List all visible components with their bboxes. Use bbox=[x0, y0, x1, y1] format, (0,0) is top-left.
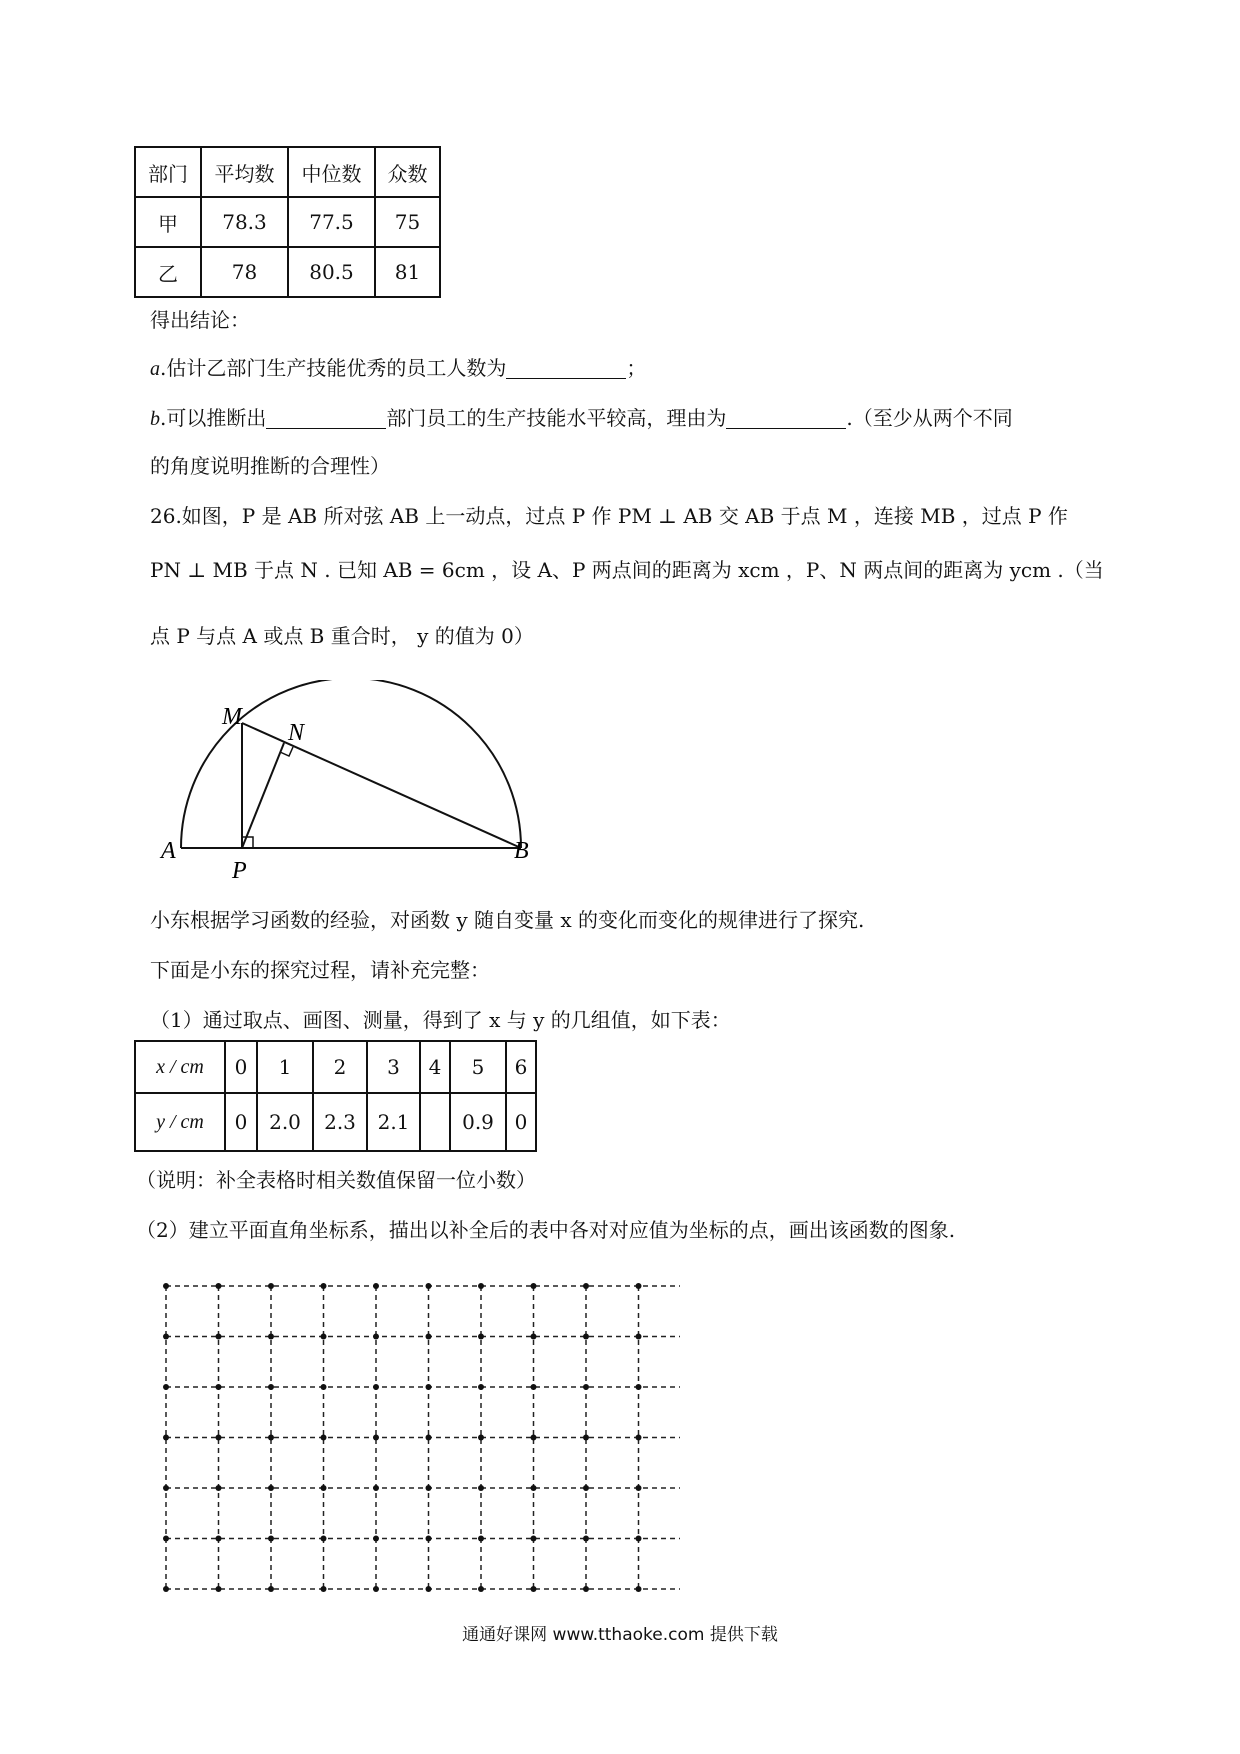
conclusion-a-text: .估计乙部门生产技能优秀的员工人数为 bbox=[160, 356, 507, 380]
label-p: P bbox=[232, 858, 247, 884]
segment-pn bbox=[242, 743, 284, 848]
x-value: 3 bbox=[367, 1041, 420, 1093]
table-cell: 75 bbox=[375, 197, 440, 247]
grid-dot bbox=[163, 1384, 169, 1390]
grid-dot bbox=[321, 1536, 327, 1542]
conclusion-label: 得出结论： bbox=[150, 308, 250, 332]
grid-dot bbox=[478, 1435, 484, 1441]
label-a: A bbox=[161, 838, 176, 864]
y-value-blank[interactable] bbox=[420, 1093, 450, 1151]
grid-dot bbox=[163, 1283, 169, 1289]
table-cell: 78.3 bbox=[201, 197, 288, 247]
grid-dot bbox=[636, 1283, 642, 1289]
y-value: 2.1 bbox=[367, 1093, 420, 1151]
table-cell: 乙 bbox=[135, 247, 201, 297]
grid-dot bbox=[321, 1586, 327, 1592]
grid-dot bbox=[321, 1384, 327, 1390]
grid-dot bbox=[216, 1485, 222, 1491]
note: （说明：补全表格时相关数值保留一位小数） bbox=[136, 1168, 536, 1192]
grid-dot bbox=[373, 1334, 379, 1340]
grid-dot bbox=[268, 1283, 274, 1289]
y-value: 2.3 bbox=[313, 1093, 367, 1151]
grid-dot bbox=[583, 1384, 589, 1390]
stats-table bbox=[134, 146, 441, 298]
y-value: 0 bbox=[506, 1093, 536, 1151]
grid-dot bbox=[373, 1536, 379, 1542]
conclusion-b-text1: .可以推断出 bbox=[160, 406, 267, 430]
conclusion-a bbox=[150, 354, 646, 383]
grid-dot bbox=[478, 1536, 484, 1542]
table-row bbox=[135, 147, 440, 197]
grid-dot bbox=[531, 1536, 537, 1542]
grid-dot bbox=[478, 1283, 484, 1289]
grid-dot bbox=[583, 1586, 589, 1592]
explore-line1: 小东根据学习函数的经验，对函数 y 随自变量 x 的变化而变化的规律进行了探究. bbox=[150, 908, 865, 932]
grid-dot bbox=[373, 1485, 379, 1491]
grid-dot bbox=[583, 1435, 589, 1441]
dotted-grid[interactable] bbox=[150, 1270, 680, 1600]
x-value: 4 bbox=[420, 1041, 450, 1093]
explore-step1: （1）通过取点、画图、测量，得到了 x 与 y 的几组值，如下表： bbox=[150, 1008, 731, 1032]
grid-dot bbox=[583, 1283, 589, 1289]
grid-dot bbox=[478, 1334, 484, 1340]
grid-dot bbox=[163, 1334, 169, 1340]
grid-dot bbox=[321, 1334, 327, 1340]
grid-dot bbox=[426, 1586, 432, 1592]
table-row bbox=[135, 1093, 536, 1151]
grid-dot bbox=[321, 1485, 327, 1491]
grid-dot bbox=[268, 1485, 274, 1491]
segment-mb bbox=[242, 723, 521, 848]
grid-dot bbox=[478, 1384, 484, 1390]
answer-blank[interactable] bbox=[266, 406, 386, 429]
option-letter-b: b bbox=[150, 408, 160, 430]
semicircle-figure bbox=[150, 680, 550, 890]
table-row bbox=[135, 197, 440, 247]
grid-dot bbox=[163, 1536, 169, 1542]
grid-dot bbox=[268, 1384, 274, 1390]
label-b: B bbox=[514, 838, 529, 864]
problem26-line3: 点 P 与点 A 或点 B 重合时， y 的值为 0） bbox=[150, 624, 534, 648]
grid-dot bbox=[636, 1485, 642, 1491]
grid-dot bbox=[373, 1283, 379, 1289]
grid-dot bbox=[583, 1334, 589, 1340]
grid-dot bbox=[531, 1435, 537, 1441]
grid-dot bbox=[216, 1384, 222, 1390]
grid-dot bbox=[268, 1334, 274, 1340]
grid-dot bbox=[163, 1586, 169, 1592]
table-header: 部门 bbox=[135, 147, 201, 197]
grid-dot bbox=[583, 1536, 589, 1542]
grid-dot bbox=[216, 1435, 222, 1441]
conclusion-b-text3: .（至少从两个不同 bbox=[846, 406, 1013, 430]
table-cell: 77.5 bbox=[288, 197, 375, 247]
grid-dot bbox=[531, 1283, 537, 1289]
grid-dot bbox=[426, 1334, 432, 1340]
x-value: 0 bbox=[225, 1041, 257, 1093]
conclusion-a-end: ； bbox=[626, 356, 647, 380]
grid-dot bbox=[373, 1435, 379, 1441]
table-cell: 81 bbox=[375, 247, 440, 297]
grid-dot bbox=[636, 1586, 642, 1592]
grid-dot bbox=[373, 1384, 379, 1390]
grid-dot bbox=[268, 1586, 274, 1592]
x-value: 6 bbox=[506, 1041, 536, 1093]
grid-dot bbox=[426, 1435, 432, 1441]
x-label: x / cm bbox=[135, 1041, 225, 1093]
y-value: 2.0 bbox=[257, 1093, 313, 1151]
grid-dot bbox=[478, 1586, 484, 1592]
table-row bbox=[135, 1041, 536, 1093]
table-header: 中位数 bbox=[288, 147, 375, 197]
answer-blank[interactable] bbox=[506, 356, 626, 379]
explore-step2: （2）建立平面直角坐标系，描出以补全后的表中各对对应值为坐标的点，画出该函数的图象. bbox=[136, 1218, 956, 1242]
x-value: 5 bbox=[450, 1041, 506, 1093]
conclusion-b-line2: 的角度说明推断的合理性） bbox=[150, 454, 390, 478]
grid-dot bbox=[426, 1384, 432, 1390]
grid-dot bbox=[636, 1536, 642, 1542]
grid-dot bbox=[216, 1334, 222, 1340]
problem26-line1: 26.如图，P 是 AB 所对弦 AB 上一动点，过点 P 作 PM ⊥ AB 交 AB 于点 M ，连接 MB ，过点 P 作 bbox=[150, 504, 1068, 528]
label-n: N bbox=[288, 720, 305, 746]
grid-dot bbox=[163, 1435, 169, 1441]
conclusion-b-text2: 部门员工的生产技能水平较高，理由为 bbox=[386, 406, 727, 430]
table-row bbox=[135, 247, 440, 297]
grid-dot bbox=[268, 1536, 274, 1542]
xy-table bbox=[134, 1040, 537, 1152]
y-value: 0 bbox=[225, 1093, 257, 1151]
grid-dot bbox=[321, 1283, 327, 1289]
grid-dot bbox=[478, 1485, 484, 1491]
table-cell: 78 bbox=[201, 247, 288, 297]
grid-dot bbox=[583, 1485, 589, 1491]
grid-dot bbox=[163, 1485, 169, 1491]
grid-dot bbox=[216, 1283, 222, 1289]
grid-dot bbox=[321, 1435, 327, 1441]
grid-dot bbox=[636, 1435, 642, 1441]
table-header: 平均数 bbox=[201, 147, 288, 197]
explore-line2: 下面是小东的探究过程，请补充完整： bbox=[150, 958, 490, 982]
y-label: y / cm bbox=[135, 1093, 225, 1151]
option-letter-a: a bbox=[150, 358, 160, 380]
grid-dot bbox=[531, 1485, 537, 1491]
grid-dot bbox=[426, 1485, 432, 1491]
grid-dot bbox=[636, 1384, 642, 1390]
label-m: M bbox=[222, 704, 242, 730]
grid-dot bbox=[216, 1536, 222, 1542]
x-value: 2 bbox=[313, 1041, 367, 1093]
grid-dot bbox=[636, 1334, 642, 1340]
grid-dot bbox=[531, 1334, 537, 1340]
grid-dot bbox=[373, 1586, 379, 1592]
grid-dot bbox=[531, 1384, 537, 1390]
conclusion-b bbox=[150, 404, 1013, 433]
footer: 通通好课网 www.tthaoke.com 提供下载 bbox=[462, 1625, 778, 1645]
table-cell: 甲 bbox=[135, 197, 201, 247]
x-value: 1 bbox=[257, 1041, 313, 1093]
grid-dot bbox=[531, 1586, 537, 1592]
grid-dot bbox=[268, 1435, 274, 1441]
table-cell: 80.5 bbox=[288, 247, 375, 297]
answer-blank[interactable] bbox=[726, 406, 846, 429]
grid-dot bbox=[426, 1283, 432, 1289]
grid-dot bbox=[426, 1536, 432, 1542]
problem26-line2: PN ⊥ MB 于点 N . 已知 AB = 6cm ，设 A、P 两点间的距离为 xcm ，P、N 两点间的距离为 ycm .（当 bbox=[150, 558, 1104, 582]
table-header: 众数 bbox=[375, 147, 440, 197]
y-value: 0.9 bbox=[450, 1093, 506, 1151]
grid-dot bbox=[216, 1586, 222, 1592]
